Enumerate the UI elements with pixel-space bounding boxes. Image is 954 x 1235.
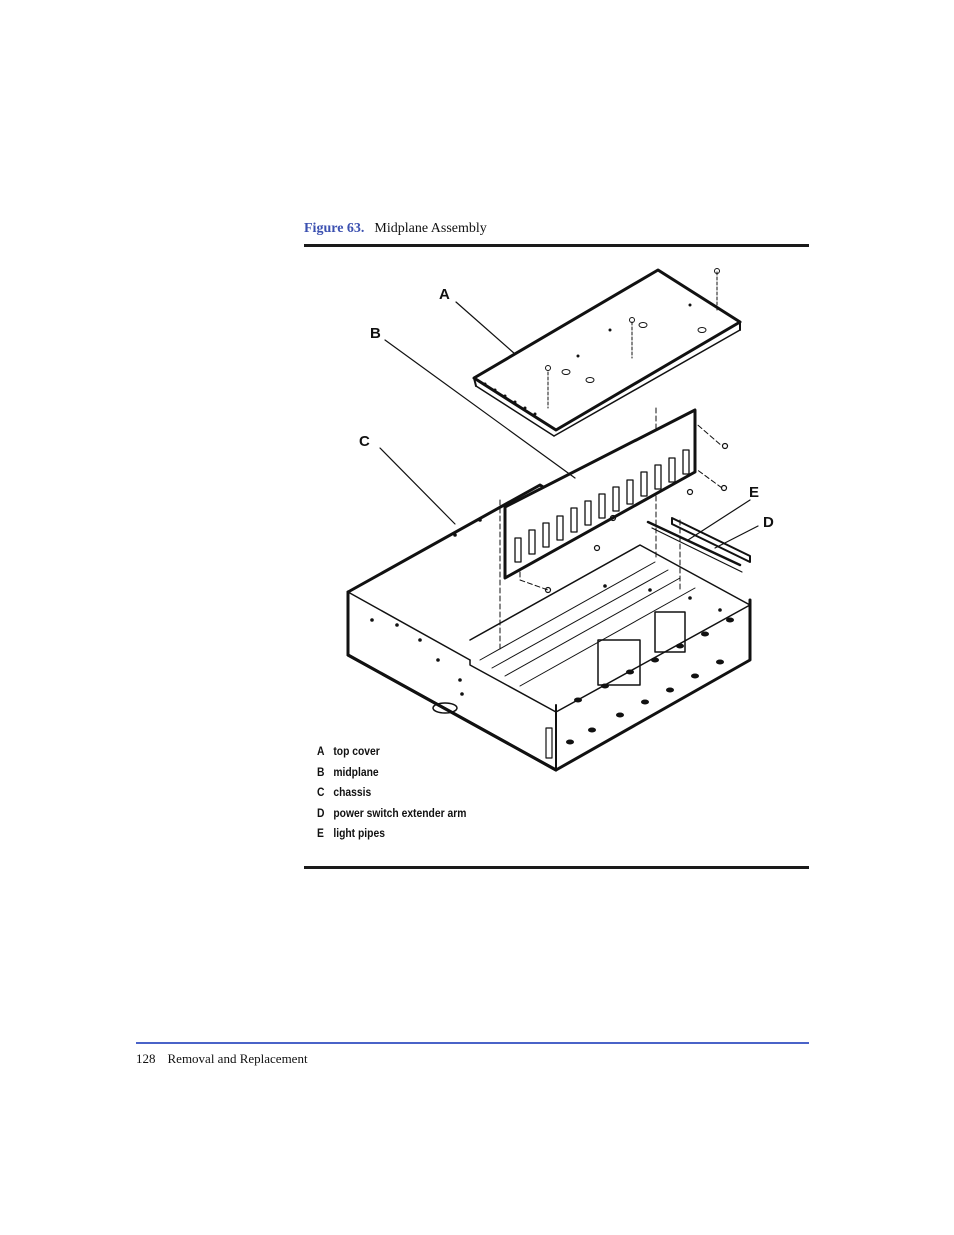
legend-key: E <box>317 826 324 840</box>
legend-item-c <box>317 782 466 803</box>
legend-text: light pipes <box>333 826 385 840</box>
legend-key: D <box>317 805 325 820</box>
callout-d: D <box>763 514 774 531</box>
legend-item-b <box>317 762 466 783</box>
figure-label: Figure 63. <box>304 221 365 236</box>
legend-key: C <box>317 785 325 799</box>
callout-e: E <box>749 484 760 501</box>
footer-rule <box>136 1042 809 1044</box>
legend-key: B <box>317 764 325 779</box>
figure-caption <box>304 221 487 237</box>
legend-key: A <box>317 744 325 758</box>
page-footer <box>136 1051 308 1067</box>
callout-a: A <box>439 286 450 303</box>
figure-title: Midplane Assembly <box>374 221 487 236</box>
callout-c: C <box>359 433 370 450</box>
legend-item-e <box>317 823 466 844</box>
top-rule <box>304 244 809 247</box>
bottom-rule <box>304 866 809 869</box>
legend-text: power switch extender arm <box>333 805 467 820</box>
figure-legend <box>317 741 466 844</box>
legend-text: top cover <box>333 744 380 758</box>
footer-section-title: Removal and Replacement <box>167 1051 308 1066</box>
legend-item-d <box>317 803 466 824</box>
legend-item-a <box>317 741 466 762</box>
legend-text: midplane <box>333 764 379 779</box>
legend-text: chassis <box>333 785 372 799</box>
midplane-assembly-illustration <box>300 255 774 780</box>
callout-b: B <box>370 325 381 342</box>
page-number: 128 <box>136 1051 156 1066</box>
